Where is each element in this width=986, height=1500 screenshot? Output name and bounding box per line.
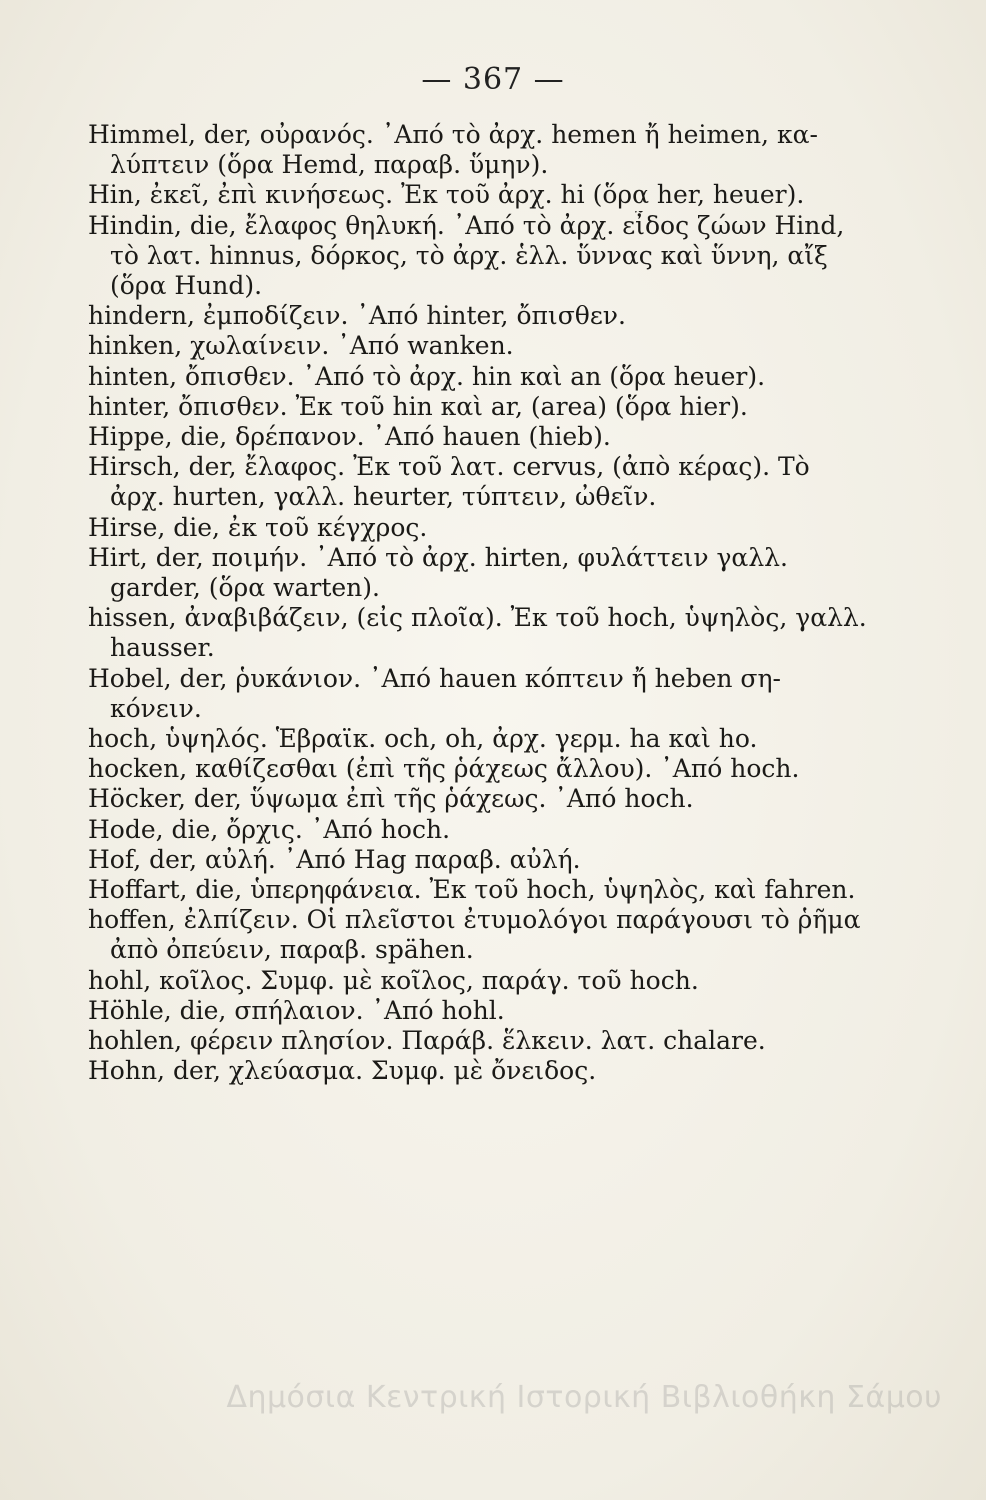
entry-continuation: ἀπὸ ὀπεύειν, παραβ. spähen.: [110, 935, 474, 965]
entry-headline: hissen, ἀναβιβάζειν, (εἰς πλοῖα). Ἐκ τοῦ hoch, ὑψηλὸς, γαλλ.: [88, 603, 867, 633]
entry-headline: hinten, ὄπισθεν. ᾿Από τὸ ἀρχ. hin καὶ an (ὅρα heuer).: [88, 361, 766, 391]
entry-headline: Hobel, der, ῥυκάνιον. ᾿Από hauen κόπτειν ἤ heben ση-: [88, 663, 781, 693]
dictionary-entry: [88, 543, 878, 603]
entry-continuation: garder, (ὅρα warten).: [110, 573, 380, 603]
dictionary-entry: [88, 422, 878, 452]
entry-headline: Hirsch, der, ἔλαφος. Ἐκ τοῦ λατ. cervus, (ἀπὸ κέρας). Τὸ: [88, 452, 810, 482]
entry-headline: hinken, χωλαίνειν. ᾿Από wanken.: [88, 331, 514, 361]
entry-continuation: τὸ λατ. hinnus, δόρκος, τὸ ἀρχ. ἑλλ. ὕννας καὶ ὕννη, αἴξ: [110, 240, 828, 270]
dictionary-entry: [88, 724, 878, 754]
dictionary-entry: [88, 875, 878, 905]
entry-headline: Hode, die, ὄρχις. ᾿Από hoch.: [88, 814, 451, 844]
entry-headline: Hirse, die, ἐκ τοῦ κέγχρος.: [88, 512, 428, 542]
dictionary-entry: [88, 180, 878, 210]
dictionary-entry: [88, 996, 878, 1026]
entry-headline: Höcker, der, ὕψωμα ἐπὶ τῆς ῥάχεως. ᾿Από hoch.: [88, 784, 694, 814]
dictionary-entry: [88, 815, 878, 845]
dictionary-entry: [88, 664, 878, 724]
dictionary-entry: [88, 513, 878, 543]
dictionary-entry: [88, 331, 878, 361]
entry-headline: Hoffart, die, ὑπερηφάνεια. Ἐκ τοῦ hoch, ὑψηλὸς, καὶ fahren.: [88, 875, 856, 905]
entry-headline: Höhle, die, σπήλαιον. ᾿Από hohl.: [88, 995, 505, 1025]
dictionary-entries: [88, 120, 878, 1087]
entry-headline: Hin, ἐκεῖ, ἐπὶ κινήσεως. Ἐκ τοῦ ἀρχ. hi (ὅρα her, heuer).: [88, 180, 805, 210]
entry-continuation: λύπτειν (ὅρα Hemd, παραβ. ὕμην).: [110, 150, 549, 180]
entry-headline: hoffen, ἐλπίζειν. Οἱ πλεῖστοι ἐτυμολόγοι παράγουσι τὸ ῥῆμα: [88, 905, 861, 935]
dictionary-entry: [88, 1056, 878, 1086]
dictionary-entry: [88, 120, 878, 180]
entry-headline: hindern, ἐμποδίζειν. ᾿Από hinter, ὄπισθεν.: [88, 301, 626, 331]
dictionary-entry: [88, 1026, 878, 1056]
entry-continuation: ἀρχ. hurten, γαλλ. heurter, τύπτειν, ὠθεῖν.: [110, 482, 657, 512]
entry-headline: hinter, ὄπισθεν. Ἐκ τοῦ hin καὶ ar, (area) (ὅρα hier).: [88, 391, 748, 421]
entry-headline: hoch, ὑψηλός. Ἑβραϊκ. och, oh, ἀρχ. γερμ. ha καὶ ho.: [88, 724, 758, 754]
entry-continuation: (ὅρα Hund).: [110, 271, 263, 301]
dictionary-entry: [88, 966, 878, 996]
dictionary-entry: [88, 905, 878, 965]
entry-continuation: κόνειν.: [110, 693, 202, 723]
entry-headline: Himmel, der, οὐρανός. ᾿Από τὸ ἀρχ. hemen ἤ heimen, κα-: [88, 120, 818, 149]
entry-headline: hohl, κοῖλος. Συμφ. μὲ κοῖλος, παράγ. τοῦ hoch.: [88, 965, 699, 995]
dictionary-entry: [88, 301, 878, 331]
entry-headline: Hof, der, αὐλή. ᾿Από Hag παραβ. αὐλή.: [88, 844, 581, 874]
entry-headline: Hohn, der, χλεύασμα. Συμφ. μὲ ὄνειδος.: [88, 1056, 597, 1086]
dictionary-entry: [88, 362, 878, 392]
dictionary-entry: [88, 845, 878, 875]
dictionary-entry: [88, 754, 878, 784]
dictionary-entry: [88, 784, 878, 814]
dictionary-entry: [88, 392, 878, 422]
entry-headline: hocken, καθίζεσθαι (ἐπὶ τῆς ῥάχεως ἄλλου). ᾿Από hoch.: [88, 754, 800, 784]
entry-headline: Hippe, die, δρέπανον. ᾿Από hauen (hieb).: [88, 422, 611, 452]
dictionary-entry: [88, 452, 878, 512]
dictionary-entry: [88, 211, 878, 302]
entry-headline: Hindin, die, ἔλαφος θηλυκή. ᾿Από τὸ ἀρχ. εἶδος ζώων Hind,: [88, 210, 845, 240]
library-watermark: Δημόσια Κεντρική Ιστορική Βιβλιοθήκη Σάμου: [226, 1380, 942, 1415]
page-number: — 367 —: [421, 62, 565, 97]
dictionary-entry: [88, 603, 878, 663]
entry-headline: Hirt, der, ποιμήν. ᾿Από τὸ ἀρχ. hirten, φυλάττειν γαλλ.: [88, 542, 788, 572]
entry-continuation: hausser.: [110, 633, 215, 663]
entry-headline: hohlen, φέρειν πλησίον. Παράβ. ἕλκειν. λατ. chalare.: [88, 1026, 766, 1056]
